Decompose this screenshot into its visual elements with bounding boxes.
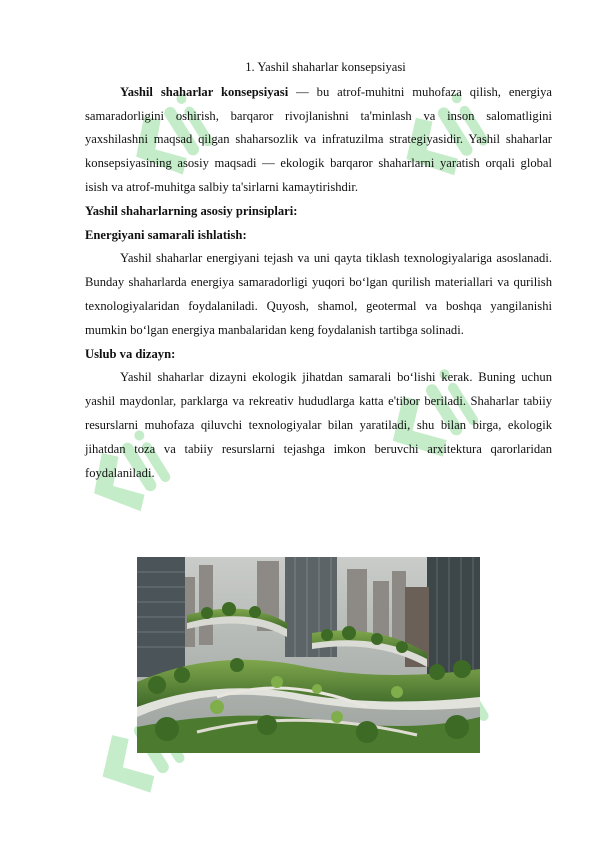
design-heading: Uslub va dizayn:	[85, 346, 176, 361]
document-body	[85, 56, 552, 485]
energy-heading: Energiyani samarali ishlatish:	[85, 227, 247, 242]
green-city-image	[137, 557, 480, 753]
intro-term: Yashil shaharlar konsepsiyasi	[120, 84, 289, 99]
design-paragraph: Yashil shaharlar dizayni ekologik jihatdan samarali bo‘lishi kerak. Buning uchun yashil maydonlar, parklarga va rekreativ hududlarga katta e'tibor beriladi. Shaharlar tabiiy resurslarni muhofaza qiluvchi texnologiyalar bilan yaratiladi, shu bilan birga, ekologik jihatdan toza va tabiiy resurslarni tejashga imkon beruvchi arxitektura qarorlaridan foydalaniladi.	[85, 370, 552, 480]
intro-text: — bu atrof-muhitni muhofaza qilish, energiya samaradorligini oshirish, barqaror rivojlanishni ta'minlash va inson salomatligini yaxshilashni maqsad qilgan shaharsozlik va infratuzilma strategiyasidir. Yashil shaharlar konsepsiyasining asosiy maqsadi — ekologik barqaror shaharlarni yaratish orqali global isish va atrof-muhitga salbiy ta'sirlarni kamaytirishdir.	[85, 84, 552, 194]
principles-heading: Yashil shaharlarning asosiy prinsiplari:	[85, 203, 298, 218]
intro-paragraph	[85, 81, 552, 200]
page-title: 1. Yashil shaharlar konsepsiyasi	[245, 60, 406, 74]
energy-paragraph: Yashil shaharlar energiyani tejash va uni qayta tiklash texnologiyalariga asoslanadi. Bunday shaharlarda energiya samaradorligi yuqori bo‘lgan qurilish materiallari va qurilish texnologiyalaridan foydalaniladi. Quyosh, shamol, geotermal va boshqa yangilanishi mumkin bo‘lgan energiya manbalaridan keng foydalanish tartibga solinadi.	[85, 251, 552, 337]
